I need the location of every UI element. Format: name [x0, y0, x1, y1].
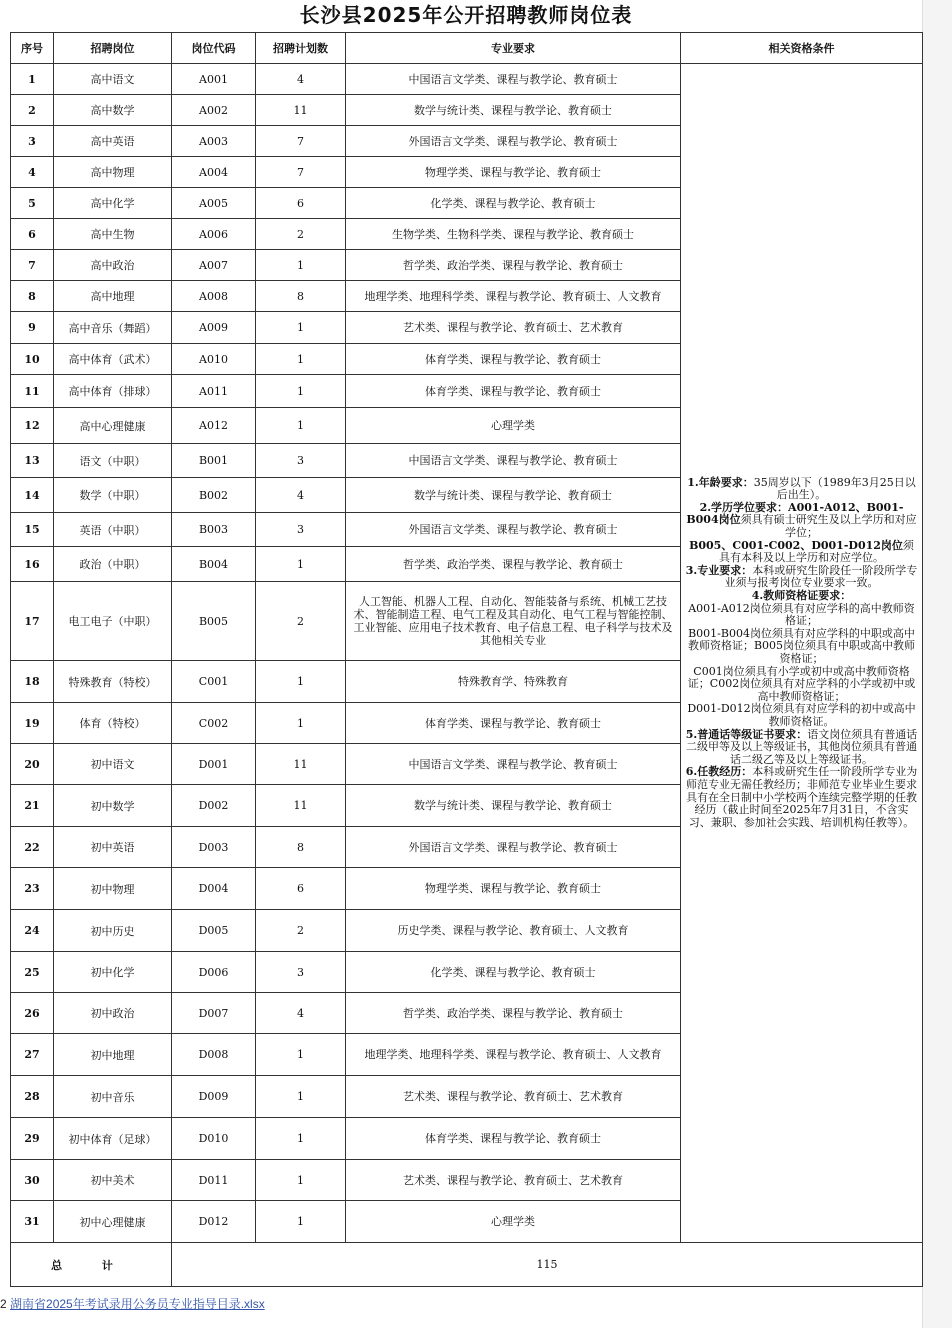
- condition-heading: 1.年龄要求：: [687, 475, 754, 489]
- row-code: D011: [172, 1160, 256, 1201]
- condition-line: [684, 703, 919, 728]
- row-seq: 12: [11, 408, 54, 444]
- row-major: 体育学类、课程与教学论、教育硕士: [346, 1118, 681, 1160]
- row-count: 1: [256, 408, 346, 444]
- row-post: 初中政治: [54, 993, 172, 1034]
- row-count: 6: [256, 188, 346, 219]
- row-major: 物理学类、课程与教学论、教育硕士: [346, 868, 681, 910]
- row-major: 生物学类、生物科学类、课程与教学论、教育硕士: [346, 219, 681, 250]
- row-post: 英语（中职）: [54, 513, 172, 547]
- row-post: 高中政治: [54, 250, 172, 281]
- row-seq: 3: [11, 126, 54, 157]
- row-post: 高中地理: [54, 281, 172, 312]
- row-major: 心理学类: [346, 1201, 681, 1243]
- row-seq: 15: [11, 513, 54, 547]
- row-code: D002: [172, 785, 256, 827]
- row-seq: 2: [11, 95, 54, 126]
- row-post: 初中音乐: [54, 1076, 172, 1118]
- row-seq: 14: [11, 478, 54, 513]
- row-post: 初中化学: [54, 952, 172, 993]
- row-post: 初中美术: [54, 1160, 172, 1201]
- row-post: 高中体育（武术）: [54, 344, 172, 375]
- row-post: 高中音乐（舞蹈）: [54, 312, 172, 344]
- row-major: 哲学类、政治学类、课程与教学论、教育硕士: [346, 547, 681, 582]
- row-count: 4: [256, 993, 346, 1034]
- row-major: 中国语言文学类、课程与教学论、教育硕士: [346, 64, 681, 95]
- total-row: [11, 1243, 923, 1287]
- row-count: 1: [256, 1076, 346, 1118]
- row-code: A012: [172, 408, 256, 444]
- row-major: 哲学类、政治学类、课程与教学论、教育硕士: [346, 993, 681, 1034]
- row-count: 8: [256, 281, 346, 312]
- row-count: 2: [256, 582, 346, 661]
- row-code: B003: [172, 513, 256, 547]
- row-code: A007: [172, 250, 256, 281]
- row-code: D004: [172, 868, 256, 910]
- condition-heading: B005、C001-C002、D001-D012岗位: [689, 538, 903, 552]
- row-count: 7: [256, 157, 346, 188]
- condition-heading: 2.学历学位要求：A001-A012、B001-B004岗位: [686, 500, 904, 527]
- row-code: D012: [172, 1201, 256, 1243]
- row-seq: 17: [11, 582, 54, 661]
- recruitment-table: [10, 32, 923, 1287]
- row-seq: 27: [11, 1034, 54, 1076]
- col-header-post: 招聘岗位: [54, 33, 172, 64]
- condition-line: [684, 502, 919, 540]
- row-code: A005: [172, 188, 256, 219]
- condition-line: [684, 766, 919, 829]
- row-seq: 6: [11, 219, 54, 250]
- row-post: 初中语文: [54, 744, 172, 785]
- row-major: 历史学类、课程与教学论、教育硕士、人文教育: [346, 910, 681, 952]
- row-code: A004: [172, 157, 256, 188]
- row-seq: 1: [11, 64, 54, 95]
- row-code: C001: [172, 661, 256, 703]
- row-seq: 16: [11, 547, 54, 582]
- row-code: B005: [172, 582, 256, 661]
- row-post: 初中历史: [54, 910, 172, 952]
- row-major: 地理学类、地理科学类、课程与教学论、教育硕士、人文教育: [346, 1034, 681, 1076]
- row-code: D010: [172, 1118, 256, 1160]
- row-count: 4: [256, 478, 346, 513]
- row-post: 高中语文: [54, 64, 172, 95]
- row-seq: 19: [11, 703, 54, 744]
- row-code: D008: [172, 1034, 256, 1076]
- col-header-conditions: 相关资格条件: [681, 33, 923, 64]
- condition-heading: 4.教师资格证要求：: [751, 589, 852, 603]
- condition-line: [684, 628, 919, 666]
- row-major: 体育学类、课程与教学论、教育硕士: [346, 344, 681, 375]
- col-header-major: 专业要求: [346, 33, 681, 64]
- condition-text: D001-D012岗位须具有对应学科的初中或高中教师资格证。: [687, 702, 916, 728]
- row-post: 初中地理: [54, 1034, 172, 1076]
- condition-text: 须具有硕士研究生及以上学历和对应学位；: [740, 513, 917, 540]
- row-seq: 7: [11, 250, 54, 281]
- row-post: 特殊教育（特校）: [54, 661, 172, 703]
- row-count: 1: [256, 1160, 346, 1201]
- row-major: 外国语言文学类、课程与教学论、教育硕士: [346, 513, 681, 547]
- row-major: 外国语言文学类、课程与教学论、教育硕士: [346, 827, 681, 868]
- row-seq: 22: [11, 827, 54, 868]
- row-count: 2: [256, 219, 346, 250]
- row-major: 中国语言文学类、课程与教学论、教育硕士: [346, 444, 681, 478]
- row-major: 体育学类、课程与教学论、教育硕士: [346, 375, 681, 408]
- row-major: 体育学类、课程与教学论、教育硕士: [346, 703, 681, 744]
- row-code: A001: [172, 64, 256, 95]
- row-seq: 30: [11, 1160, 54, 1201]
- row-seq: 8: [11, 281, 54, 312]
- row-code: A002: [172, 95, 256, 126]
- row-major: 物理学类、课程与教学论、教育硕士: [346, 157, 681, 188]
- condition-line: [684, 540, 919, 565]
- row-seq: 13: [11, 444, 54, 478]
- row-seq: 31: [11, 1201, 54, 1243]
- row-seq: 21: [11, 785, 54, 827]
- table-row: [11, 64, 923, 95]
- row-seq: 4: [11, 157, 54, 188]
- row-code: D003: [172, 827, 256, 868]
- row-count: 8: [256, 827, 346, 868]
- row-count: 3: [256, 952, 346, 993]
- condition-text: 35周岁以下（1989年3月25日以后出生）。: [753, 475, 916, 502]
- condition-text: C001岗位须具有小学或初中或高中教师资格证；C002岗位须具有对应学科的小学或初中或高中教师资格证；: [687, 664, 916, 703]
- row-seq: 23: [11, 868, 54, 910]
- row-count: 1: [256, 312, 346, 344]
- condition-line: [684, 477, 919, 502]
- row-post: 高中心理健康: [54, 408, 172, 444]
- sheet-margin: [922, 0, 952, 1328]
- col-header-count: 招聘计划数: [256, 33, 346, 64]
- row-post: 数学（中职）: [54, 478, 172, 513]
- row-seq: 25: [11, 952, 54, 993]
- condition-heading: 6.任教经历：: [685, 765, 753, 779]
- row-seq: 24: [11, 910, 54, 952]
- row-code: A008: [172, 281, 256, 312]
- row-seq: 10: [11, 344, 54, 375]
- row-post: 高中英语: [54, 126, 172, 157]
- row-seq: 26: [11, 993, 54, 1034]
- row-code: A010: [172, 344, 256, 375]
- condition-line: [684, 565, 919, 590]
- row-post: 初中数学: [54, 785, 172, 827]
- row-major: 心理学类: [346, 408, 681, 444]
- row-major: 地理学类、地理科学类、课程与教学论、教育硕士、人文教育: [346, 281, 681, 312]
- row-code: D009: [172, 1076, 256, 1118]
- row-count: 4: [256, 64, 346, 95]
- footer-attachment-link[interactable]: 湖南省2025年考试录用公务员专业指导目录.xlsx: [10, 1297, 265, 1311]
- row-post: 高中物理: [54, 157, 172, 188]
- condition-text: 本科或研究生阶段任一阶段所学专业须与报考岗位专业要求一致。: [724, 563, 918, 590]
- condition-heading: 3.专业要求：: [685, 563, 753, 577]
- row-major: 数学与统计类、课程与教学论、教育硕士: [346, 478, 681, 513]
- row-count: 1: [256, 1118, 346, 1160]
- total-value: 115: [172, 1243, 923, 1287]
- row-code: D005: [172, 910, 256, 952]
- qualification-conditions: [681, 64, 923, 1243]
- row-count: 1: [256, 1034, 346, 1076]
- row-post: 高中生物: [54, 219, 172, 250]
- condition-heading: 5.普通话等级证书要求：: [685, 727, 808, 741]
- row-count: 1: [256, 1201, 346, 1243]
- row-count: 11: [256, 785, 346, 827]
- page-title: 长沙县2025年公开招聘教师岗位表: [299, 3, 633, 27]
- row-seq: 9: [11, 312, 54, 344]
- row-major: 特殊教育学、特殊教育: [346, 661, 681, 703]
- row-count: 3: [256, 513, 346, 547]
- row-count: 3: [256, 444, 346, 478]
- row-post: 电工电子（中职）: [54, 582, 172, 661]
- row-post: 初中心理健康: [54, 1201, 172, 1243]
- header-row: [11, 33, 923, 64]
- col-header-seq: 序号: [11, 33, 54, 64]
- row-code: D001: [172, 744, 256, 785]
- col-header-code: 岗位代码: [172, 33, 256, 64]
- sheet-tab-footer: [0, 1295, 265, 1311]
- row-seq: 18: [11, 661, 54, 703]
- row-count: 6: [256, 868, 346, 910]
- row-count: 1: [256, 703, 346, 744]
- row-seq: 11: [11, 375, 54, 408]
- row-post: 初中体育（足球）: [54, 1118, 172, 1160]
- row-seq: 29: [11, 1118, 54, 1160]
- row-major: 艺术类、课程与教学论、教育硕士、艺术教育: [346, 1160, 681, 1201]
- row-seq: 28: [11, 1076, 54, 1118]
- row-count: 1: [256, 661, 346, 703]
- condition-text: A001-A012岗位须具有对应学科的高中教师资格证；: [688, 601, 915, 628]
- row-count: 11: [256, 95, 346, 126]
- row-post: 高中数学: [54, 95, 172, 126]
- condition-text: 语文岗位须具有普通话二级甲等及以上等级证书，其他岗位须具有普通话二级乙等及以上等级证书。: [686, 727, 918, 766]
- row-major: 人工智能、机器人工程、自动化、智能装备与系统、机械工艺技术、智能制造工程、电气工程及其自动化、电气工程与智能控制、工业智能、应用电子技术教育、电子信息工程、电子科学与技术及其他相关专业: [346, 582, 681, 661]
- row-code: A006: [172, 219, 256, 250]
- row-code: C002: [172, 703, 256, 744]
- row-major: 艺术类、课程与教学论、教育硕士、艺术教育: [346, 1076, 681, 1118]
- condition-line: [684, 666, 919, 704]
- row-code: A009: [172, 312, 256, 344]
- row-code: D007: [172, 993, 256, 1034]
- row-major: 哲学类、政治学类、课程与教学论、教育硕士: [346, 250, 681, 281]
- row-code: D006: [172, 952, 256, 993]
- row-major: 数学与统计类、课程与教学论、教育硕士: [346, 785, 681, 827]
- condition-text: B001-B004岗位须具有对应学科的中职或高中教师资格证；B005岗位须具有中职或高中教师资格证；: [687, 626, 916, 665]
- row-code: B004: [172, 547, 256, 582]
- row-seq: 20: [11, 744, 54, 785]
- row-seq: 5: [11, 188, 54, 219]
- row-count: 2: [256, 910, 346, 952]
- row-post: 政治（中职）: [54, 547, 172, 582]
- row-major: 化学类、课程与教学论、教育硕士: [346, 952, 681, 993]
- row-count: 7: [256, 126, 346, 157]
- condition-line: [684, 729, 919, 767]
- row-major: 中国语言文学类、课程与教学论、教育硕士: [346, 744, 681, 785]
- condition-line: [684, 603, 919, 628]
- total-label: 总 计: [11, 1243, 172, 1287]
- row-major: 外国语言文学类、课程与教学论、教育硕士: [346, 126, 681, 157]
- row-post: 语文（中职）: [54, 444, 172, 478]
- row-count: 1: [256, 375, 346, 408]
- row-post: 体育（特校）: [54, 703, 172, 744]
- row-count: 1: [256, 547, 346, 582]
- row-post: 初中英语: [54, 827, 172, 868]
- condition-text: 须具有本科及以上学历和对应学位。: [719, 538, 914, 565]
- footer-prefix: 2: [0, 1297, 7, 1311]
- row-count: 1: [256, 250, 346, 281]
- row-post: 初中物理: [54, 868, 172, 910]
- row-count: 11: [256, 744, 346, 785]
- row-code: A003: [172, 126, 256, 157]
- condition-text: 本科或研究生任一阶段所学专业为师范专业无需任教经历；非师范专业毕业生要求具有在全日制中小学校两个连续完整学期的任教经历（截止时间至2025年7月31日，不含实习、兼职、参加社会实践、培训机构任教等）。: [686, 765, 918, 829]
- row-code: B001: [172, 444, 256, 478]
- row-post: 高中化学: [54, 188, 172, 219]
- row-major: 数学与统计类、课程与教学论、教育硕士: [346, 95, 681, 126]
- row-code: A011: [172, 375, 256, 408]
- row-major: 艺术类、课程与教学论、教育硕士、艺术教育: [346, 312, 681, 344]
- row-post: 高中体育（排球）: [54, 375, 172, 408]
- row-count: 1: [256, 344, 346, 375]
- row-code: B002: [172, 478, 256, 513]
- row-major: 化学类、课程与教学论、教育硕士: [346, 188, 681, 219]
